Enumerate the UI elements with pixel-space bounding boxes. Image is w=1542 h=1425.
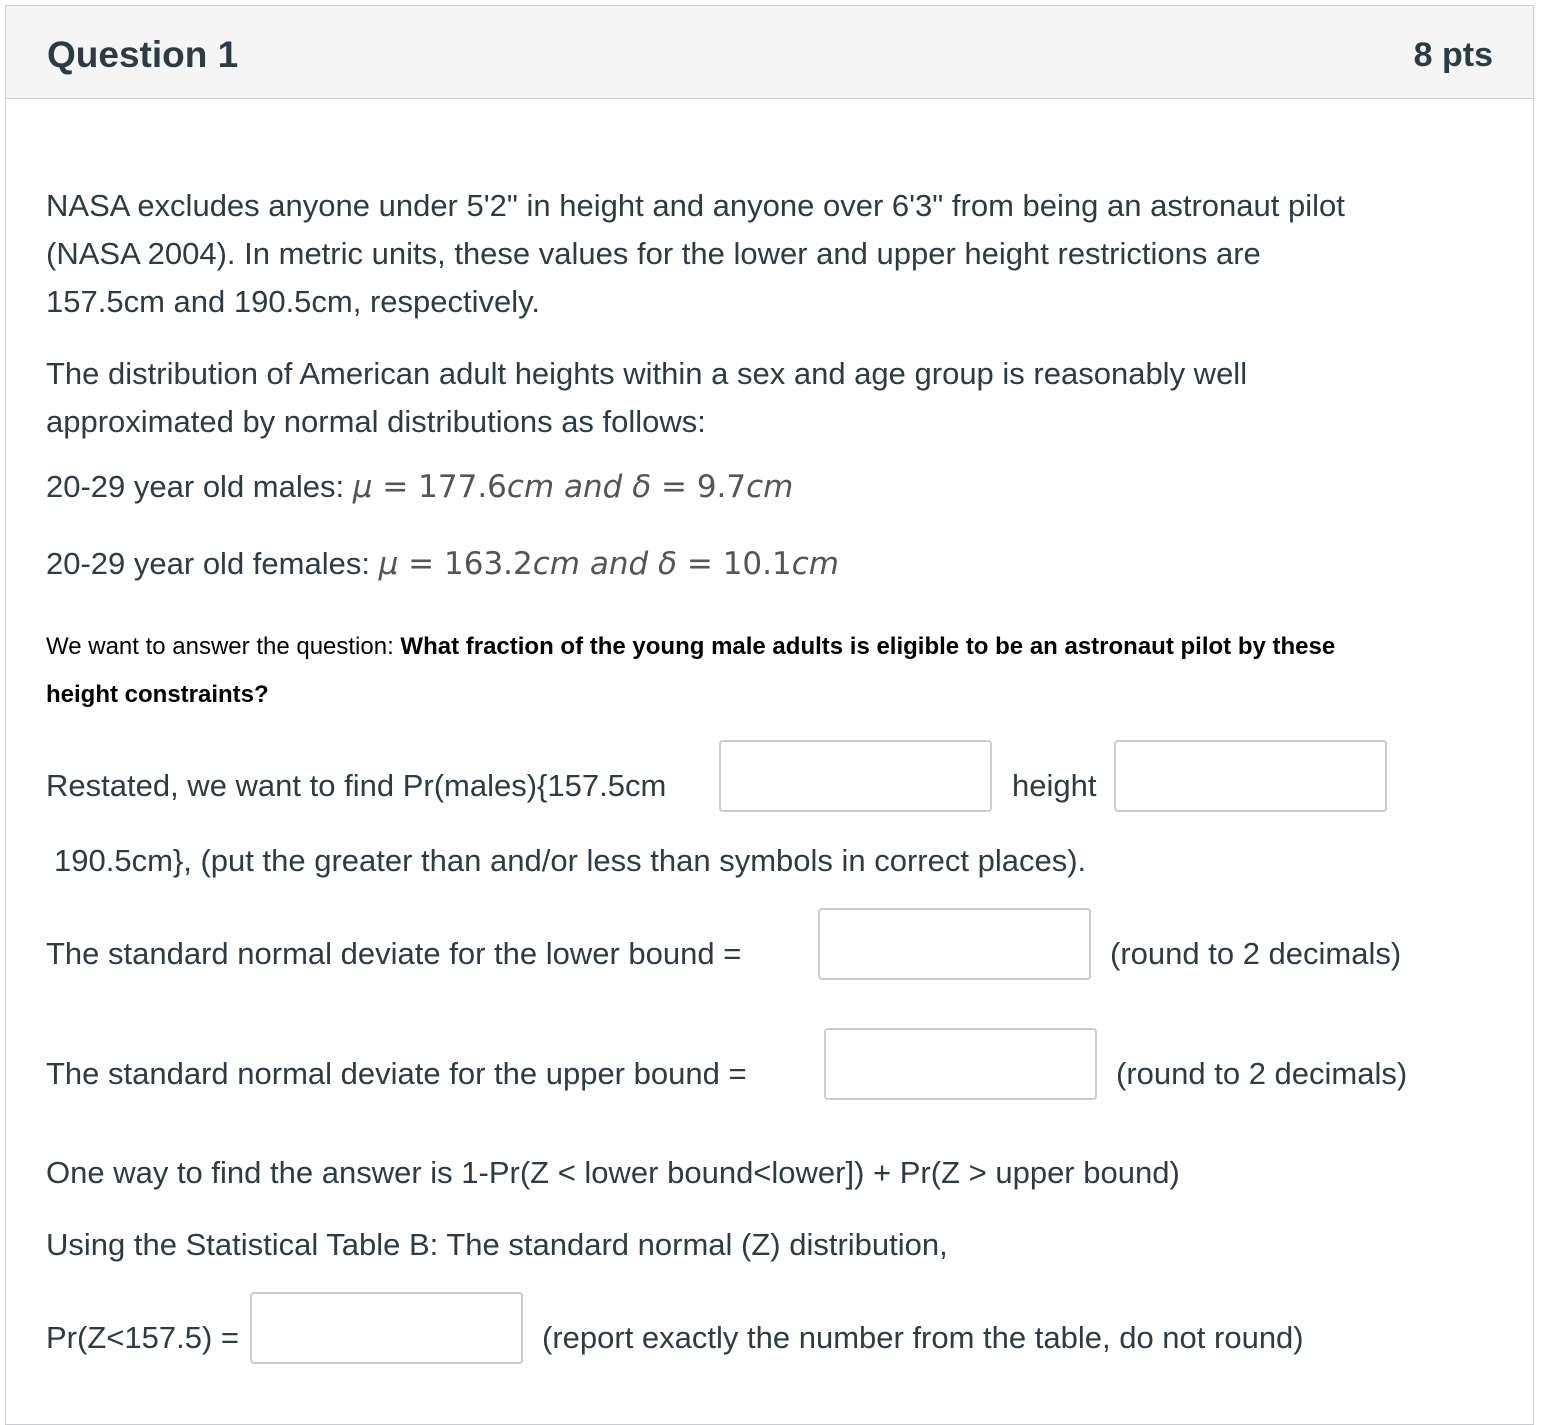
upper-label: The standard normal deviate for the upper bound = bbox=[46, 1056, 747, 1091]
restated-middle: height bbox=[1012, 768, 1097, 803]
males-formula: μ = 177.6cm and δ = 9.7cm bbox=[352, 469, 794, 505]
lower-label: The standard normal deviate for the lower bound = bbox=[46, 936, 742, 971]
question-header bbox=[6, 6, 1533, 99]
question-title: Question 1 bbox=[47, 34, 239, 75]
intro-line-2: (NASA 2004). In metric units, these values for the lower and upper height restrictions are bbox=[46, 236, 1261, 271]
question-line-2: height constraints? bbox=[46, 681, 269, 708]
lower-bound-input[interactable] bbox=[818, 908, 1091, 980]
one-way-text: One way to find the answer is 1-Pr(Z < lower bound<lower]) + Pr(Z > upper bound) bbox=[46, 1155, 1180, 1190]
dist-line-1: The distribution of American adult heights within a sex and age group is reasonably well bbox=[46, 356, 1248, 391]
females-formula: μ = 163.2cm and δ = 10.1cm bbox=[378, 546, 839, 582]
prz-input[interactable] bbox=[250, 1292, 523, 1364]
question-points: 8 pts bbox=[1413, 36, 1493, 74]
question-line-1: We want to answer the question: What fraction of the young male adults is eligible to be an astronaut pilot by these bbox=[46, 633, 1336, 660]
inequality-input-1[interactable] bbox=[719, 740, 992, 812]
intro-line-1: NASA excludes anyone under 5'2" in height and anyone over 6'3" from being an astronaut pilot bbox=[46, 188, 1345, 223]
males-params bbox=[46, 463, 793, 511]
intro-line-3: 157.5cm and 190.5cm, respectively. bbox=[46, 284, 540, 319]
upper-hint: (round to 2 decimals) bbox=[1116, 1056, 1408, 1091]
restated-prefix: Restated, we want to find Pr(males){157.5cm bbox=[46, 768, 667, 803]
inequality-input-2[interactable] bbox=[1114, 740, 1387, 812]
dist-line-2: approximated by normal distributions as follows: bbox=[46, 404, 706, 439]
restated-line-2: 190.5cm}, (put the greater than and/or less than symbols in correct places). bbox=[54, 843, 1087, 878]
prz-hint: (report exactly the number from the table, do not round) bbox=[542, 1320, 1304, 1355]
lower-hint: (round to 2 decimals) bbox=[1110, 936, 1402, 971]
males-label: 20-29 year old males: bbox=[46, 469, 345, 504]
prz-label: Pr(Z<157.5) = bbox=[46, 1320, 239, 1355]
females-params bbox=[46, 540, 839, 588]
females-label: 20-29 year old females: bbox=[46, 546, 370, 581]
upper-bound-input[interactable] bbox=[824, 1028, 1097, 1100]
using-table-text: Using the Statistical Table B: The standard normal (Z) distribution, bbox=[46, 1227, 948, 1262]
